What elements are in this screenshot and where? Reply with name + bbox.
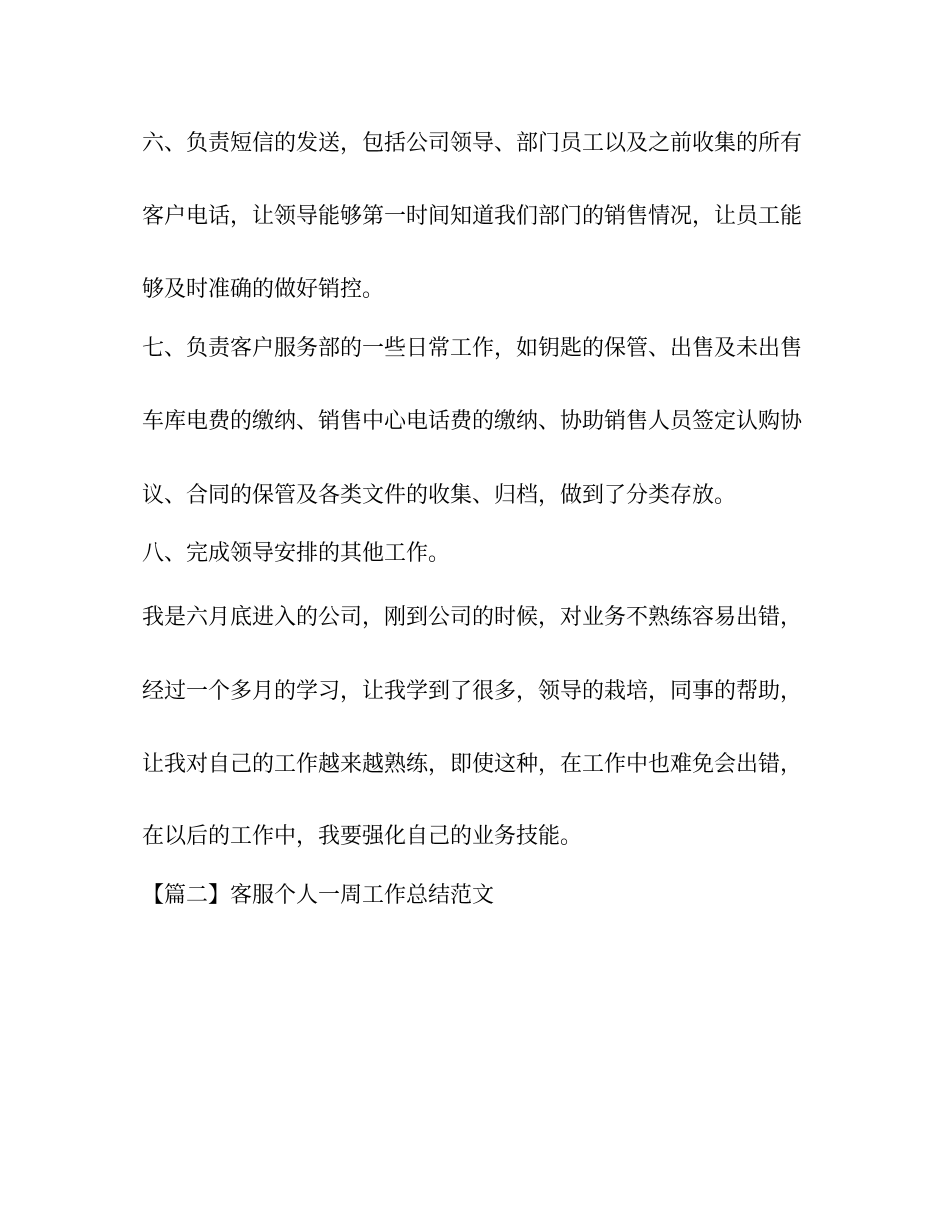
text-line: 七、负责客户服务部的一些日常工作，如钥匙的保管、出售及未出售 [142,336,803,361]
text-line: 车库电费的缴纳、销售中心电话费的缴纳、协助销售人员签定认购协 [142,409,803,434]
section-heading: 【篇二】客服个人一周工作总结范文 [142,883,495,908]
text-line: 让我对自己的工作越来越熟练，即使这种，在工作中也难免会出错， [142,752,803,777]
text-line: 八、完成领导安排的其他工作。 [142,541,451,566]
text-line: 客户电话，让领导能够第一时间知道我们部门的销售情况，让员工能 [142,204,803,229]
text-line: 议、合同的保管及各类文件的收集、归档，做到了分类存放。 [142,483,737,508]
text-line: 六、负责短信的发送，包括公司领导、部门员工以及之前收集的所有 [142,131,803,156]
text-line: 在以后的工作中，我要强化自己的业务技能。 [142,824,583,849]
text-line: 我是六月底进入的公司，刚到公司的时候，对业务不熟练容易出错， [142,605,803,630]
text-line: 经过一个多月的学习，让我学到了很多，领导的栽培，同事的帮助， [142,679,803,704]
text-line: 够及时准确的做好销控。 [142,277,385,302]
